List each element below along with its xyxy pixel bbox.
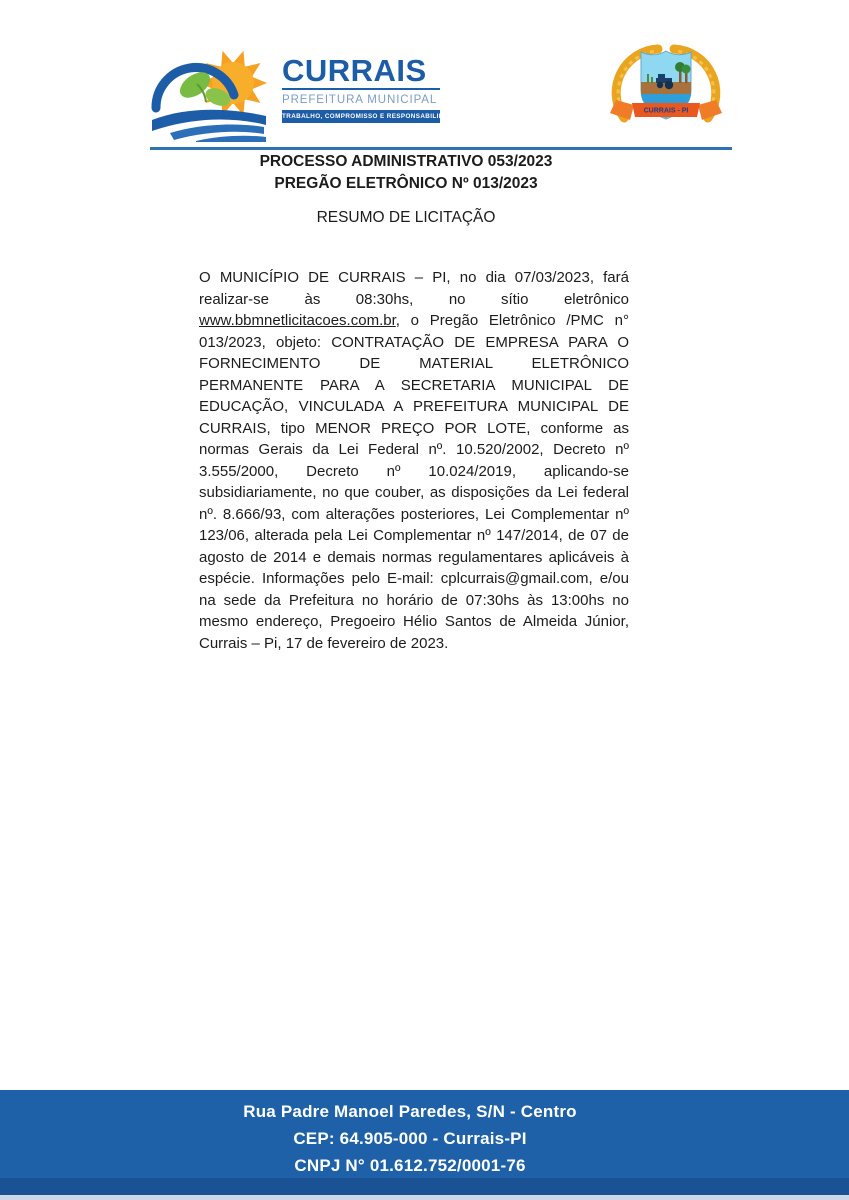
page-footer (0, 1090, 849, 1200)
logo-subtitle: PREFEITURA MUNICIPAL (282, 94, 438, 106)
header-divider-rule (150, 147, 732, 150)
coat-of-arms-emblem (604, 38, 728, 138)
currais-coat-of-arms (604, 38, 728, 138)
document-subtitle: RESUMO DE LICITAÇÃO (316, 209, 496, 226)
document-title-block (190, 151, 622, 194)
currais-prefeitura-logo (148, 40, 459, 140)
paragraph-text-end: , o Pregão Eletrônico /PMC n° 013/2023, objeto: CONTRATAÇÃO DE EMPRESA PARA O FORNECIMENTO DE MATERIAL ELETRÔNICO PERMANENTE PARA A SECRETARIA MUNICIPAL DE EDUCAÇÃO, VINCULADA A PREFEITURA MUNICIPAL DE CURRAIS, tipo MENOR PREÇO POR LOTE, conforme as normas Gerais da Lei Federal nº. 10.520/2002, Decreto nº 3.555/2000, Decreto nº 10.024/2019, aplicando-se subsidiariamente, no que couber, as disposições da Lei federal nº. 8.666/93, com alterações posteriores, Lei Complementar nº 123/06, alterada pela Lei Complementar nº 147/2014, de 07 de agosto de 2014 e demais normas regulamentares aplicáveis à espécie. Informações pelo E-mail: cplcurrais@gmail.com, e/ou na sede da Prefeitura no horário de 07:30hs às 13:00hs no mesmo endereço, Pregoeiro Hélio Santos de Almeida Júnior, Currais – Pi, 17 de fevereiro de 2023. (199, 312, 629, 652)
bbmnet-link[interactable]: www.bbmnetlicitacoes.com.br (199, 312, 396, 329)
logo-text-block (282, 53, 459, 123)
footer-dark-band (0, 1178, 849, 1195)
footer-cep-line: CEP: 64.905-000 - Currais-PI (293, 1129, 527, 1148)
pregao-title: PREGÃO ELETRÔNICO Nº 013/2023 (274, 174, 538, 192)
logo-name: CURRAIS (282, 53, 427, 88)
paragraph-text-start: O MUNICÍPIO DE CURRAIS – PI, no dia 07/03/2023, fará realizar-se às 08:30hs, no sítio eletrônico (199, 269, 629, 308)
footer-light-strip (0, 1195, 849, 1200)
ribbon-text: CURRAIS - PI (643, 107, 689, 115)
ribbon-banner (610, 100, 722, 120)
sun-leaf-wave-emblem (148, 40, 273, 142)
footer-cnpj-line: CNPJ N° 01.612.752/0001-76 (294, 1156, 526, 1175)
wave-icon (152, 110, 266, 142)
logo-divider (282, 88, 440, 90)
logo-tagline: TRABALHO, COMPROMISSO E RESPONSABILIDADE (282, 110, 440, 123)
summary-paragraph (199, 267, 629, 654)
footer-address-line: Rua Padre Manoel Paredes, S/N - Centro (243, 1102, 577, 1121)
footer-main-band (0, 1090, 849, 1178)
footer-address-block (0, 1098, 820, 1179)
process-title: PROCESSO ADMINISTRATIVO 053/2023 (259, 153, 553, 170)
